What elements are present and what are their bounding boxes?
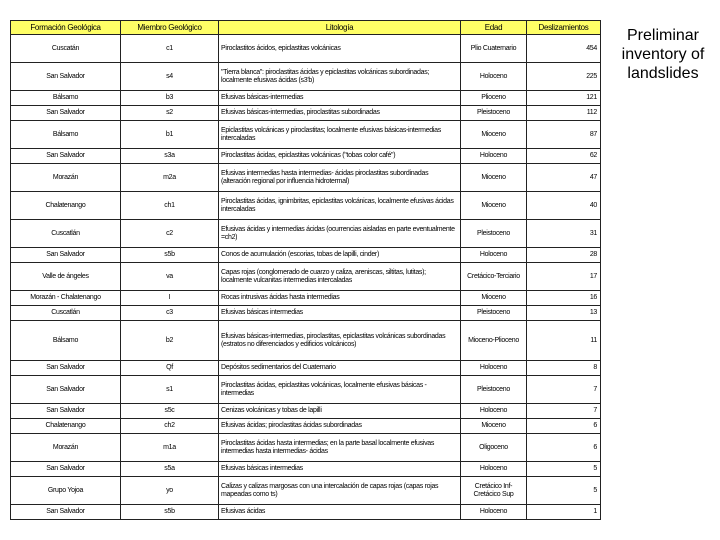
cell-edad: Holoceno xyxy=(461,149,527,164)
header-deslizamientos: Deslizamientos xyxy=(527,21,601,35)
cell-miembro: s5b xyxy=(121,248,219,263)
cell-edad: Cretácico Inf-Cretácico Sup xyxy=(461,477,527,505)
table-row xyxy=(11,291,601,306)
cell-litologia: Efusivas básicas-intermedias, piroclastitas subordinadas xyxy=(219,106,461,121)
cell-litologia: Depósitos sedimentarios del Cuaternario xyxy=(219,361,461,376)
cell-edad: Holoceno xyxy=(461,361,527,376)
cell-litologia: Efusivas básicas intermedias xyxy=(219,462,461,477)
cell-miembro: m1a xyxy=(121,434,219,462)
cell-edad: Holoceno xyxy=(461,63,527,91)
cell-formacion: Valle de ángeles xyxy=(11,263,121,291)
cell-deslizamientos: 5 xyxy=(527,462,601,477)
table-row xyxy=(11,91,601,106)
cell-edad: Pleistoceno xyxy=(461,306,527,321)
cell-deslizamientos: 7 xyxy=(527,404,601,419)
header-row xyxy=(11,21,601,35)
cell-litologia: Piroclastitas ácidas, epiclastitas volcánicas, localmente efusivas básicas -intermedias xyxy=(219,376,461,404)
cell-miembro: m2a xyxy=(121,164,219,192)
cell-miembro: va xyxy=(121,263,219,291)
table-row xyxy=(11,248,601,263)
cell-miembro: c1 xyxy=(121,35,219,63)
cell-deslizamientos: 87 xyxy=(527,121,601,149)
cell-formacion: San Salvador xyxy=(11,404,121,419)
header-litologia: Litología xyxy=(219,21,461,35)
cell-edad: Holoceno xyxy=(461,462,527,477)
cell-litologia: Epiclastitas volcánicas y piroclastitas; localmente efusivas básicas-intermedias intercaladas xyxy=(219,121,461,149)
table-row xyxy=(11,35,601,63)
cell-formacion: San Salvador xyxy=(11,462,121,477)
cell-edad: Cretácico-Terciario xyxy=(461,263,527,291)
cell-edad: Mioceno xyxy=(461,164,527,192)
cell-miembro: s3a xyxy=(121,149,219,164)
cell-litologia: Piroclastitas ácidas, epiclastitas volcánicas ("tobas color café") xyxy=(219,149,461,164)
cell-miembro: c3 xyxy=(121,306,219,321)
cell-miembro: b3 xyxy=(121,91,219,106)
cell-miembro: c2 xyxy=(121,220,219,248)
cell-deslizamientos: 13 xyxy=(527,306,601,321)
cell-edad: Oligoceno xyxy=(461,434,527,462)
cell-edad: Plioceno xyxy=(461,91,527,106)
cell-deslizamientos: 7 xyxy=(527,376,601,404)
cell-deslizamientos: 62 xyxy=(527,149,601,164)
cell-formacion: Bálsamo xyxy=(11,321,121,361)
cell-miembro: s5a xyxy=(121,462,219,477)
cell-litologia: Calizas y calizas margosas con una intercalación de capas rojas (capas rojas mapeadas como ts) xyxy=(219,477,461,505)
cell-edad: Plio Cuaternario xyxy=(461,35,527,63)
table-row xyxy=(11,419,601,434)
cell-deslizamientos: 16 xyxy=(527,291,601,306)
table-row xyxy=(11,263,601,291)
table-row xyxy=(11,477,601,505)
cell-formacion: Cuscatlán xyxy=(11,220,121,248)
cell-litologia: Rocas intrusivas ácidas hasta intermedias xyxy=(219,291,461,306)
cell-litologia: Efusivas básicas-intermedias, piroclastitas, epiclastitas volcánicas subordinadas (estratos no diferenciados y edificios volcánicos) xyxy=(219,321,461,361)
cell-edad: Mioceno xyxy=(461,419,527,434)
cell-litologia: Efusivas básicas-intermedias xyxy=(219,91,461,106)
table-row xyxy=(11,462,601,477)
cell-edad: Mioceno xyxy=(461,192,527,220)
cell-deslizamientos: 1 xyxy=(527,505,601,520)
cell-deslizamientos: 225 xyxy=(527,63,601,91)
cell-miembro: s4 xyxy=(121,63,219,91)
landslide-inventory-table-container xyxy=(10,20,600,520)
cell-formacion: Grupo Yojoa xyxy=(11,477,121,505)
cell-formacion: Bálsamo xyxy=(11,91,121,106)
cell-litologia: Cenizas volcánicas y tobas de lapilli xyxy=(219,404,461,419)
cell-deslizamientos: 5 xyxy=(527,477,601,505)
cell-miembro: ch2 xyxy=(121,419,219,434)
table-row xyxy=(11,376,601,404)
cell-miembro: s2 xyxy=(121,106,219,121)
cell-formacion: San Salvador xyxy=(11,248,121,263)
landslide-inventory-table xyxy=(10,20,601,520)
cell-miembro: s5c xyxy=(121,404,219,419)
cell-formacion: Chalatenango xyxy=(11,192,121,220)
cell-litologia: Piroclastitas ácidas, ignimbritas, epiclastitas volcánicas, localmente efusivas ácidas intercaladas xyxy=(219,192,461,220)
cell-formacion: San Salvador xyxy=(11,149,121,164)
cell-litologia: Efusivas ácidas; piroclastitas ácidas subordinadas xyxy=(219,419,461,434)
cell-formacion: Cuscatlán xyxy=(11,306,121,321)
cell-edad: Pleistoceno xyxy=(461,106,527,121)
cell-edad: Mioceno xyxy=(461,291,527,306)
table-row xyxy=(11,505,601,520)
cell-litologia: Efusivas ácidas xyxy=(219,505,461,520)
table-row xyxy=(11,434,601,462)
cell-miembro: yo xyxy=(121,477,219,505)
cell-deslizamientos: 6 xyxy=(527,434,601,462)
cell-deslizamientos: 112 xyxy=(527,106,601,121)
cell-deslizamientos: 8 xyxy=(527,361,601,376)
cell-edad: Mioceno xyxy=(461,121,527,149)
cell-litologia: Conos de acumulación (escorias, tobas de lapilli, cinder) xyxy=(219,248,461,263)
cell-edad: Holoceno xyxy=(461,248,527,263)
cell-miembro: s5b xyxy=(121,505,219,520)
cell-edad: Mioceno-Plioceno xyxy=(461,321,527,361)
cell-miembro: ch1 xyxy=(121,192,219,220)
cell-formacion: Cuscatán xyxy=(11,35,121,63)
cell-miembro: b1 xyxy=(121,121,219,149)
cell-miembro: Qf xyxy=(121,361,219,376)
cell-miembro: b2 xyxy=(121,321,219,361)
table-row xyxy=(11,306,601,321)
cell-formacion: San Salvador xyxy=(11,63,121,91)
cell-deslizamientos: 28 xyxy=(527,248,601,263)
cell-formacion: San Salvador xyxy=(11,361,121,376)
cell-formacion: Bálsamo xyxy=(11,121,121,149)
table-row xyxy=(11,321,601,361)
table-row xyxy=(11,149,601,164)
cell-litologia: Piroclastitos ácidos, epiclastitas volcánicas xyxy=(219,35,461,63)
table-row xyxy=(11,220,601,248)
cell-deslizamientos: 47 xyxy=(527,164,601,192)
table-body xyxy=(11,35,601,520)
cell-edad: Pleistoceno xyxy=(461,220,527,248)
cell-edad: Pleistoceno xyxy=(461,376,527,404)
cell-miembro: I xyxy=(121,291,219,306)
cell-deslizamientos: 17 xyxy=(527,263,601,291)
cell-litologia: "Tierra blanca": piroclastitas ácidas y epiclastitas volcánicas subordinadas; localmente efusivas ácidas (s3'b) xyxy=(219,63,461,91)
cell-deslizamientos: 11 xyxy=(527,321,601,361)
header-formacion: Formación Geológica xyxy=(11,21,121,35)
table-row xyxy=(11,121,601,149)
cell-edad: Holoceno xyxy=(461,505,527,520)
table-row xyxy=(11,106,601,121)
table-row xyxy=(11,192,601,220)
cell-deslizamientos: 40 xyxy=(527,192,601,220)
cell-litologia: Piroclastitas ácidas hasta intermedias; en la parte basal localmente efusivas intermedias hasta intermedias- ácidas xyxy=(219,434,461,462)
header-miembro: Miembro Geológico xyxy=(121,21,219,35)
cell-miembro: s1 xyxy=(121,376,219,404)
cell-formacion: Morazán xyxy=(11,164,121,192)
table-row xyxy=(11,361,601,376)
cell-litologia: Efusivas ácidas y intermedias ácidas (ocurrencias aisladas en parte eventualmente =ch2) xyxy=(219,220,461,248)
side-title: Preliminar inventory of landslides xyxy=(621,27,705,82)
cell-formacion: San Salvador xyxy=(11,376,121,404)
cell-litologia: Capas rojas (conglomerado de cuarzo y caliza, areniscas, siltitas, lutitas); localmente vulcanitas intermedias intercaladas xyxy=(219,263,461,291)
table-row xyxy=(11,164,601,192)
cell-edad: Holoceno xyxy=(461,404,527,419)
table-row xyxy=(11,404,601,419)
cell-formacion: San Salvador xyxy=(11,106,121,121)
cell-litologia: Efusivas básicas intermedias xyxy=(219,306,461,321)
cell-deslizamientos: 31 xyxy=(527,220,601,248)
cell-litologia: Efusivas intermedias hasta intermedias- ácidas piroclastitas subordinadas (alteración regional por influencia hidrotermal) xyxy=(219,164,461,192)
cell-formacion: San Salvador xyxy=(11,505,121,520)
header-edad: Edad xyxy=(461,21,527,35)
cell-formacion: Morazán - Chalatenango xyxy=(11,291,121,306)
cell-deslizamientos: 6 xyxy=(527,419,601,434)
table-row xyxy=(11,63,601,91)
cell-formacion: Morazán xyxy=(11,434,121,462)
cell-deslizamientos: 454 xyxy=(527,35,601,63)
cell-deslizamientos: 121 xyxy=(527,91,601,106)
cell-formacion: Chalatenango xyxy=(11,419,121,434)
